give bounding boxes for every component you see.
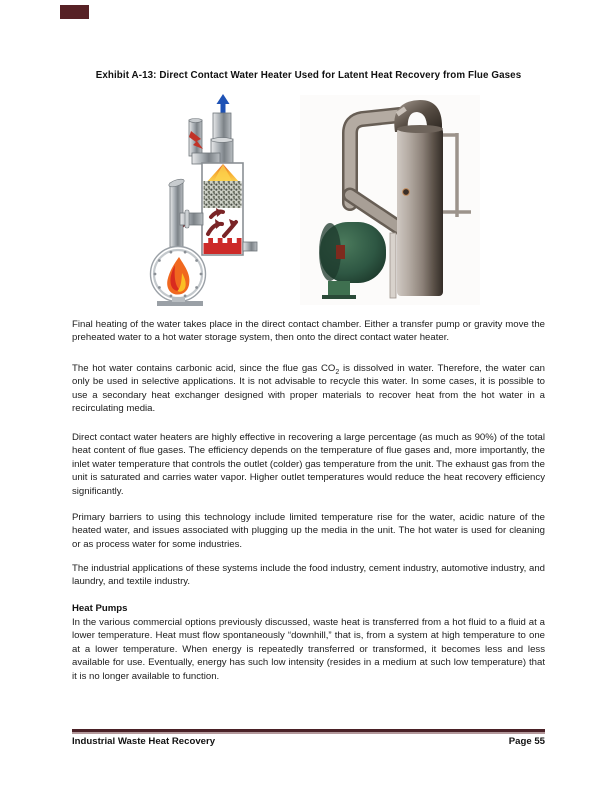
exhaust-up-arrow-icon	[217, 94, 230, 114]
body-paragraph: The industrial applications of these systems include the food industry, cement industry, automotive industry, and laundry, and textile industry.	[72, 563, 546, 588]
boiler-riser-pipe	[168, 178, 203, 247]
direct-contact-heater-diagram	[145, 93, 305, 310]
footer-document-title: Industrial Waste Heat Recovery	[72, 736, 216, 747]
media-bed	[204, 181, 242, 208]
footer	[72, 736, 545, 747]
exhibit-title: Exhibit A-13: Direct Contact Water Heater Used for Latent Heat Recovery from Flue Gases	[95, 70, 522, 81]
heater-column	[397, 125, 443, 296]
direct-contact-heater-photograph	[300, 95, 480, 305]
body-paragraph: In the various commercial options previously discussed, waste heat is transferred from a hot fluid to a fluid at a lower temperature. Heat must flow spontaneously “downhill,” that is, from a system at high temperature to one at a lower temperature. When energy is repeatedly transferred or transformed, it becomes less and less available for use. Eventually, energy has such low intensity (resides in a medium at such low temperature) that it is no longer available to function.	[72, 617, 545, 682]
outlet-pipe	[243, 242, 257, 251]
flue-stack	[213, 113, 231, 141]
body-paragraph: The hot water contains carbonic acid, since the flue gas $CO_2$ is dissolved in water. Therefore, the water can only be used in selective applications. It is not advisable to recycle this water. In some cases, it is possible to use a secondary heat exchanger designed with proper materials to recover heat from the hot water in a recirculating media.	[72, 363, 545, 415]
contact-chamber	[182, 163, 243, 255]
body-paragraph: Direct contact water heaters are highly effective in recovering a large percentage (as much as 90%) of the total heat content of flue gases. The efficiency depends on the temperature of flue gases and, more importantly, the inlet water temperature that controls the outlet (colder) gas temperature from the unit. The exhaust gas from the unit is saturated and carries water vapor. Higher outlet temperatures would reduce the heat recovery efficiency significantly.	[72, 432, 545, 497]
body-paragraph: Primary barriers to using this technology include limited temperature rise for the water, acidic nature of the heated water, and issues associated with plugging up the media in the unit. The hot water is used for cleaning or as process water for some industries.	[72, 512, 545, 550]
drain-pipe	[390, 233, 396, 298]
corner-mark	[60, 5, 89, 19]
footer-page-number: Page 55	[508, 736, 545, 747]
heat-pumps-heading: Heat Pumps	[72, 603, 128, 614]
boiler-sphere	[151, 247, 206, 307]
footer-rule	[72, 729, 545, 734]
body-paragraph: Final heating of the water takes place in the direct contact chamber. Either a transfer pump or gravity move the preheated water to a hot water storage system, then onto the direct contact water heater.	[72, 319, 545, 344]
